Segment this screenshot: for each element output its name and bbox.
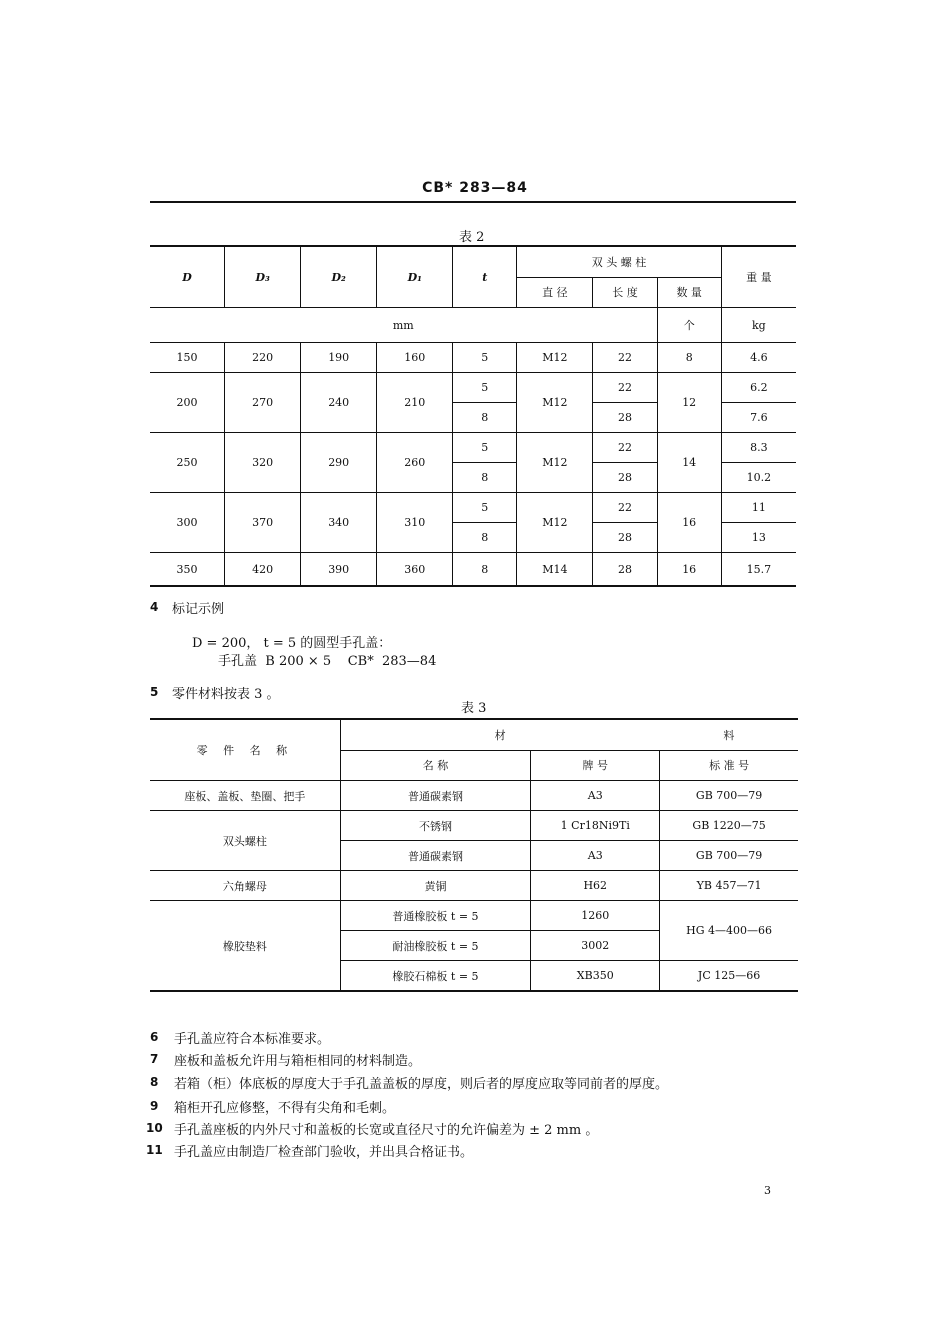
cell: 22	[593, 433, 657, 463]
col-material-2: 料	[660, 719, 798, 750]
cell: 150	[150, 343, 225, 373]
cell: XB350	[531, 961, 660, 992]
section-number: 4	[150, 600, 159, 614]
col-weight: 重 量	[721, 246, 796, 308]
cell: YB 457—71	[660, 871, 798, 901]
example-line-1: D = 200， t = 5 的圆型手孔盖：	[192, 636, 392, 651]
cell: 310	[377, 493, 453, 553]
note-number: 10	[146, 1121, 163, 1135]
cell: 6.2	[721, 373, 796, 403]
cell: 240	[301, 373, 377, 433]
document-code: CB* 283—84	[422, 180, 528, 196]
cell: GB 1220—75	[660, 811, 798, 841]
cell: M12	[517, 493, 593, 553]
unit-mm: mm	[150, 308, 657, 343]
table-row	[150, 553, 796, 587]
cell: 5	[453, 493, 517, 523]
cell: 22	[593, 343, 657, 373]
cell: M12	[517, 433, 593, 493]
cell: 260	[377, 433, 453, 493]
cell: 8.3	[721, 433, 796, 463]
col-length: 长 度	[593, 277, 657, 308]
cell: 28	[593, 553, 657, 587]
note-text: 手孔盖座板的内外尺寸和盖板的长宽或直径尺寸的允许偏差为 ± 2 mm 。	[174, 1123, 599, 1138]
table-row	[150, 781, 798, 811]
table-row	[150, 493, 796, 523]
table-row	[150, 343, 796, 373]
cell: M14	[517, 553, 593, 587]
cell: 8	[453, 463, 517, 493]
cell: 350	[150, 553, 225, 587]
cell: 8	[453, 553, 517, 587]
section-title: 标记示例	[172, 602, 225, 617]
example-line-2: 手孔盖 B 200 × 5 CB* 283—84	[218, 654, 437, 669]
note-text: 若箱（柜）体底板的厚度大于手孔盖盖板的厚度，则后者的厚度应取等同前者的厚度。	[174, 1077, 669, 1092]
cell: 220	[225, 343, 301, 373]
cell: 250	[150, 433, 225, 493]
cell: 耐油橡胶板 t = 5	[340, 931, 531, 961]
cell: 14	[657, 433, 721, 493]
cell: 11	[721, 493, 796, 523]
cell: 普通碳素钢	[340, 781, 531, 811]
note-number: 6	[150, 1030, 159, 1044]
unit-kg: kg	[721, 308, 796, 343]
cell: 8	[657, 343, 721, 373]
cell: 橡胶垫料	[150, 901, 340, 992]
note-text: 箱柜开孔应修整，不得有尖角和毛刺。	[174, 1101, 396, 1116]
section-number: 5	[150, 685, 159, 699]
cell: 黄铜	[340, 871, 531, 901]
note-number: 11	[146, 1143, 163, 1157]
cell: 390	[301, 553, 377, 587]
col-qty: 数 量	[657, 277, 721, 308]
col-part-name: 零 件 名 称	[150, 719, 340, 781]
table2-caption: 表 2	[459, 230, 485, 245]
cell: 200	[150, 373, 225, 433]
cell: 普通橡胶板 t = 5	[340, 901, 531, 931]
note-text: 手孔盖应符合本标准要求。	[174, 1032, 331, 1047]
cell: 290	[301, 433, 377, 493]
note-text: 手孔盖应由制造厂检查部门验收，并出具合格证书。	[174, 1145, 474, 1160]
cell: 橡胶石棉板 t = 5	[340, 961, 531, 992]
col-standard: 标 准 号	[660, 750, 798, 781]
cell: 15.7	[721, 553, 796, 587]
cell: 六角螺母	[150, 871, 340, 901]
note-number: 8	[150, 1075, 159, 1089]
cell: 13	[721, 523, 796, 553]
cell: 不锈钢	[340, 811, 531, 841]
cell: GB 700—79	[660, 781, 798, 811]
cell: 28	[593, 403, 657, 433]
cell: A3	[531, 781, 660, 811]
table3-caption: 表 3	[461, 701, 487, 716]
cell: HG 4—400—66	[660, 901, 798, 961]
table3	[150, 718, 798, 992]
cell: 12	[657, 373, 721, 433]
col-D: D	[150, 246, 225, 308]
cell: 普通碳素钢	[340, 841, 531, 871]
cell: 270	[225, 373, 301, 433]
header-rule	[150, 201, 796, 203]
cell: 16	[657, 493, 721, 553]
col-stud: 双 头 螺 柱	[517, 246, 721, 277]
cell: 1 Cr18Ni9Ti	[531, 811, 660, 841]
cell: 160	[377, 343, 453, 373]
table-row	[150, 811, 798, 841]
cell: GB 700—79	[660, 841, 798, 871]
cell: 座板、盖板、垫圈、把手	[150, 781, 340, 811]
cell: 4.6	[721, 343, 796, 373]
cell: JC 125—66	[660, 961, 798, 992]
cell: 420	[225, 553, 301, 587]
col-t: t	[453, 246, 517, 308]
table-row	[150, 373, 796, 403]
cell: 28	[593, 523, 657, 553]
cell: 190	[301, 343, 377, 373]
cell: 5	[453, 373, 517, 403]
cell: H62	[531, 871, 660, 901]
cell: M12	[517, 343, 593, 373]
col-D1: D₁	[377, 246, 453, 308]
note-text: 座板和盖板允许用与箱柜相同的材料制造。	[174, 1054, 422, 1069]
cell: 22	[593, 373, 657, 403]
note-number: 9	[150, 1099, 159, 1113]
cell: 7.6	[721, 403, 796, 433]
table-row	[150, 433, 796, 463]
cell: 340	[301, 493, 377, 553]
col-grade: 牌 号	[531, 750, 660, 781]
cell: 10.2	[721, 463, 796, 493]
unit-count: 个	[657, 308, 721, 343]
cell: 210	[377, 373, 453, 433]
cell: 370	[225, 493, 301, 553]
cell: 22	[593, 493, 657, 523]
cell: 8	[453, 403, 517, 433]
page-number: 3	[764, 1184, 771, 1197]
col-name: 名 称	[340, 750, 531, 781]
section-text: 零件材料按表 3 。	[172, 687, 280, 702]
cell: 320	[225, 433, 301, 493]
cell: 300	[150, 493, 225, 553]
cell: 5	[453, 343, 517, 373]
table2	[150, 245, 796, 587]
col-material: 材	[340, 719, 660, 750]
cell: 360	[377, 553, 453, 587]
col-D3: D₃	[225, 246, 301, 308]
table-row	[150, 901, 798, 931]
cell: 28	[593, 463, 657, 493]
cell: 8	[453, 523, 517, 553]
cell: 16	[657, 553, 721, 587]
table-row	[150, 871, 798, 901]
cell: 1260	[531, 901, 660, 931]
cell: 双头螺柱	[150, 811, 340, 871]
note-number: 7	[150, 1052, 159, 1066]
col-diameter: 直 径	[517, 277, 593, 308]
cell: 3002	[531, 931, 660, 961]
col-D2: D₂	[301, 246, 377, 308]
cell: M12	[517, 373, 593, 433]
cell: A3	[531, 841, 660, 871]
cell: 5	[453, 433, 517, 463]
